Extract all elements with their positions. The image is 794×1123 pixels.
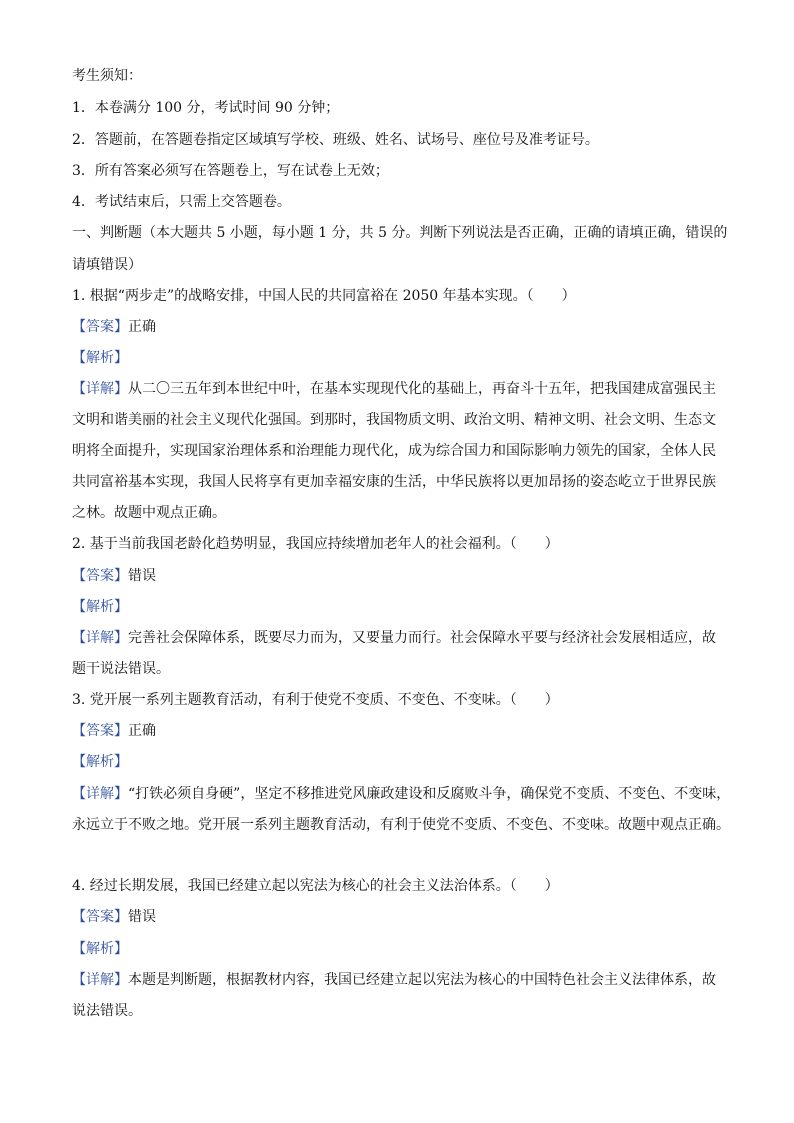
question-stem: 1. 根据“两步走”的战略安排，中国人民的共同富裕在 2050 年基本实现。（ ） (72, 288, 576, 304)
answer-label: 【答案】 (72, 319, 128, 335)
answer-label: 【答案】 (72, 568, 128, 584)
notice-item: 3．所有答案必须写在答题卷上，写在试卷上无效； (72, 163, 389, 179)
answer-row (72, 317, 156, 337)
answer-row (72, 721, 156, 741)
detail-text: “打铁必须自身硬”，坚定不移推进党风廉政建设和反腐败斗争，确保党不变质、不变色、不变味， (128, 786, 731, 802)
detail-line: 永远立于不败之地。党开展一系列主题教育活动，有利于使党不变质、不变色、不变味。故题中观点正确。 (72, 817, 730, 833)
detail-text: 本题是判断题，根据教材内容，我国已经建立起以宪法为核心的中国特色社会主义法律体系，故 (128, 972, 716, 988)
answer-row (72, 907, 156, 927)
detail-label: 【详解】 (72, 972, 128, 988)
detail-line: 之林。故题中观点正确。 (72, 505, 226, 521)
detail-text: 完善社会保障体系，既要尽力而为，又要量力而行。社会保障水平要与经济社会发展相适应，故 (128, 630, 716, 646)
answer-value: 错误 (128, 909, 156, 925)
section-heading: 一、判断题（本大题共 5 小题，每小题 1 分，共 5 分。判断下列说法是否正确，正确的请填正确，错误的 (72, 225, 728, 241)
answer-label: 【答案】 (72, 723, 128, 739)
notice-item: 2．答题前，在答题卷指定区域填写学校、班级、姓名、试场号、座位号及准考证号。 (72, 132, 599, 148)
analysis-label: 【解析】 (72, 941, 128, 957)
analysis-label: 【解析】 (72, 350, 128, 366)
detail-text: 从二〇三五年到本世纪中叶，在基本实现现代化的基础上，再奋斗十五年，把我国建成富强民主 (128, 381, 716, 397)
answer-value: 错误 (128, 568, 156, 584)
detail-line (72, 970, 716, 990)
answer-value: 正确 (128, 723, 156, 739)
detail-line: 说法错误。 (72, 1003, 142, 1019)
answer-value: 正确 (128, 319, 156, 335)
question-stem: 2. 基于当前我国老龄化趋势明显，我国应持续增加老年人的社会福利。（ ） (72, 536, 559, 552)
detail-line: 题干说法错误。 (72, 661, 170, 677)
detail-line (72, 628, 716, 648)
notice-title: 考生须知： (72, 68, 142, 84)
detail-line (72, 784, 730, 804)
answer-label: 【答案】 (72, 909, 128, 925)
answer-row (72, 566, 156, 586)
detail-label: 【详解】 (72, 381, 128, 397)
notice-item: 1．本卷满分 100 分，考试时间 90 分钟； (72, 100, 340, 116)
detail-line: 共同富裕基本实现，我国人民将享有更加幸福安康的生活，中华民族将以更加昂扬的姿态屹立于世界民族 (72, 474, 716, 490)
analysis-label: 【解析】 (72, 599, 128, 615)
detail-label: 【详解】 (72, 786, 128, 802)
section-heading-cont: 请填错误） (72, 257, 142, 273)
question-stem: 4. 经过长期发展，我国已经建立起以宪法为核心的社会主义法治体系。（ ） (72, 878, 559, 894)
analysis-label: 【解析】 (72, 754, 128, 770)
detail-line: 文明和谐美丽的社会主义现代化强国。到那时，我国物质文明、政治文明、精神文明、社会文明、生态文 (72, 412, 716, 428)
detail-line (72, 379, 716, 399)
notice-item: 4．考试结束后，只需上交答题卷。 (72, 194, 291, 210)
detail-label: 【详解】 (72, 630, 128, 646)
detail-line: 明将全面提升，实现国家治理体系和治理能力现代化，成为综合国力和国际影响力领先的国家，全体人民 (72, 443, 716, 459)
question-stem: 3. 党开展一系列主题教育活动，有利于使党不变质、不变色、不变味。（ ） (72, 692, 559, 708)
